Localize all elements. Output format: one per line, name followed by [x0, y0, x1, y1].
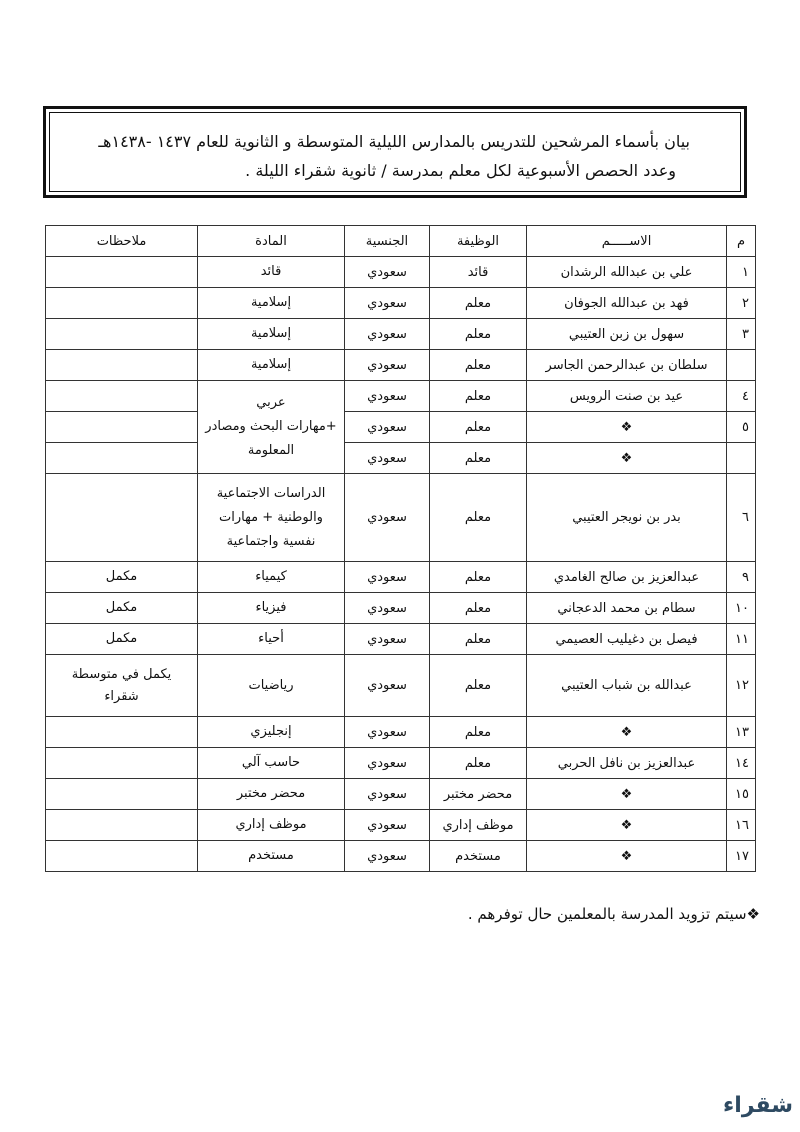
col-header-subject: المادة [198, 226, 345, 257]
notes [46, 443, 198, 474]
table-row [46, 655, 756, 717]
nationality: سعودي [345, 257, 430, 288]
table-row [46, 779, 756, 810]
teacher-name: فهد بن عبدالله الجوفان [527, 288, 727, 319]
subject: كيمياء [198, 562, 345, 593]
nationality: سعودي [345, 779, 430, 810]
notes [46, 319, 198, 350]
nationality: سعودي [345, 655, 430, 717]
subject: إسلامية [198, 319, 345, 350]
notes [46, 748, 198, 779]
job-title: معلم [430, 288, 527, 319]
candidates-table [45, 225, 756, 872]
col-header-nationality: الجنسية [345, 226, 430, 257]
col-header-notes: ملاحظات [46, 226, 198, 257]
row-number: ٦ [727, 474, 756, 562]
job-title: معلم [430, 717, 527, 748]
row-number: ٣ [727, 319, 756, 350]
table-row [46, 350, 756, 381]
row-number: ١٤ [727, 748, 756, 779]
col-header-number: م [727, 226, 756, 257]
subject [198, 474, 345, 562]
row-number: ٩ [727, 562, 756, 593]
table-row [46, 593, 756, 624]
subject: حاسب آلي [198, 748, 345, 779]
job-title: معلم [430, 655, 527, 717]
footnote: ❖سيتم تزويد المدرسة بالمعلمين حال توفرهم . [467, 905, 760, 923]
nationality: سعودي [345, 381, 430, 412]
subject-line: +مهارات البحث ومصادر [205, 419, 337, 434]
notes [46, 257, 198, 288]
notes [46, 350, 198, 381]
job-title: مستخدم [430, 841, 527, 872]
notes [46, 474, 198, 562]
nationality: سعودي [345, 717, 430, 748]
job-title: معلم [430, 562, 527, 593]
teacher-name: عبدالله بن شباب العتيبي [527, 655, 727, 717]
teacher-name: سلطان بن عبدالرحمن الجاسر [527, 350, 727, 381]
row-number: ١٥ [727, 779, 756, 810]
title-box-inner [49, 112, 741, 192]
subject-line: الدراسات الاجتماعية [216, 485, 326, 501]
row-number [727, 350, 756, 381]
table-row [46, 412, 756, 443]
nationality: سعودي [345, 288, 430, 319]
job-title: معلم [430, 319, 527, 350]
nationality: سعودي [345, 443, 430, 474]
job-title: معلم [430, 624, 527, 655]
nationality: سعودي [345, 810, 430, 841]
notes [46, 288, 198, 319]
placeholder-bullet: ❖ [527, 841, 727, 872]
subject: مستخدم [198, 841, 345, 872]
table-header-row [46, 226, 756, 257]
subject: إنجليزي [198, 717, 345, 748]
notes-line: يكمل في متوسطة [71, 666, 172, 682]
table-row [46, 810, 756, 841]
teacher-name: عيد بن صنت الرويس [527, 381, 727, 412]
job-title: معلم [430, 412, 527, 443]
teacher-name: بدر بن نويجر العتيبي [527, 474, 727, 562]
row-number: ١٧ [727, 841, 756, 872]
notes [46, 810, 198, 841]
subject-line: المعلومة [247, 443, 295, 458]
table-row [46, 474, 756, 562]
table-row [46, 562, 756, 593]
subject: محضر مختبر [198, 779, 345, 810]
placeholder-bullet: ❖ [527, 443, 727, 474]
placeholder-bullet: ❖ [527, 412, 727, 443]
job-title: موظف إداري [430, 810, 527, 841]
notes [46, 717, 198, 748]
title-box [43, 106, 747, 198]
teacher-name: علي بن عبدالله الرشدان [527, 257, 727, 288]
col-header-name: الاســـــم [527, 226, 727, 257]
nationality: سعودي [345, 319, 430, 350]
title-line-1: بيان بأسماء المرشحين للتدريس بالمدارس الليلية المتوسطة و الثانوية للعام ١٤٣٧ -١٤٣٨هـ [98, 132, 690, 151]
nationality: سعودي [345, 412, 430, 443]
table-row [46, 381, 756, 412]
teacher-name: عبدالعزيز بن صالح الغامدي [527, 562, 727, 593]
col-header-job: الوظيفة [430, 226, 527, 257]
notes [46, 779, 198, 810]
table-row [46, 319, 756, 350]
row-number: ٤ [727, 381, 756, 412]
subject-merged [198, 381, 345, 474]
job-title: معلم [430, 350, 527, 381]
nationality: سعودي [345, 562, 430, 593]
notes: مكمل [46, 562, 198, 593]
table-row [46, 288, 756, 319]
row-number [727, 443, 756, 474]
row-number: ١٢ [727, 655, 756, 717]
subject: أحياء [198, 624, 345, 655]
table-row [46, 257, 756, 288]
nationality: سعودي [345, 350, 430, 381]
subject-line: عربي [256, 395, 286, 410]
subject-line: والوطنية + مهارات [219, 509, 323, 525]
job-title: معلم [430, 593, 527, 624]
row-number: ٥ [727, 412, 756, 443]
table-row [46, 624, 756, 655]
notes [46, 655, 198, 717]
table-row [46, 443, 756, 474]
job-title: محضر مختبر [430, 779, 527, 810]
table-row [46, 748, 756, 779]
notes [46, 381, 198, 412]
placeholder-bullet: ❖ [527, 779, 727, 810]
teacher-name: سهول بن زبن العتيبي [527, 319, 727, 350]
job-title: معلم [430, 381, 527, 412]
row-number: ٢ [727, 288, 756, 319]
nationality: سعودي [345, 474, 430, 562]
subject: فيزياء [198, 593, 345, 624]
subject: رياضيات [198, 655, 345, 717]
subject: إسلامية [198, 288, 345, 319]
nationality: سعودي [345, 624, 430, 655]
subject-line: نفسية واجتماعية [226, 533, 316, 549]
nationality: سعودي [345, 841, 430, 872]
teacher-name: فيصل بن دغيليب العصيمي [527, 624, 727, 655]
notes: مكمل [46, 624, 198, 655]
logo-text: شقراء [723, 1092, 793, 1118]
job-title: معلم [430, 443, 527, 474]
row-number: ١٠ [727, 593, 756, 624]
notes [46, 841, 198, 872]
teacher-name: سطام بن محمد الدعجاني [527, 593, 727, 624]
placeholder-bullet: ❖ [527, 717, 727, 748]
nationality: سعودي [345, 593, 430, 624]
table-row [46, 717, 756, 748]
table-row [46, 841, 756, 872]
row-number: ١١ [727, 624, 756, 655]
job-title: قائد [430, 257, 527, 288]
notes [46, 412, 198, 443]
site-logo [723, 1085, 793, 1125]
title-line-2: وعدد الحصص الأسبوعية لكل معلم بمدرسة / ثانوية شقراء الليلة . [245, 161, 676, 180]
row-number: ١ [727, 257, 756, 288]
subject: إسلامية [198, 350, 345, 381]
notes: مكمل [46, 593, 198, 624]
row-number: ١٦ [727, 810, 756, 841]
placeholder-bullet: ❖ [527, 810, 727, 841]
subject: موظف إداري [198, 810, 345, 841]
nationality: سعودي [345, 748, 430, 779]
job-title: معلم [430, 748, 527, 779]
subject: قائد [198, 257, 345, 288]
job-title: معلم [430, 474, 527, 562]
notes-line: شقراء [104, 688, 139, 704]
teacher-name: عبدالعزيز بن نافل الحربي [527, 748, 727, 779]
row-number: ١٣ [727, 717, 756, 748]
